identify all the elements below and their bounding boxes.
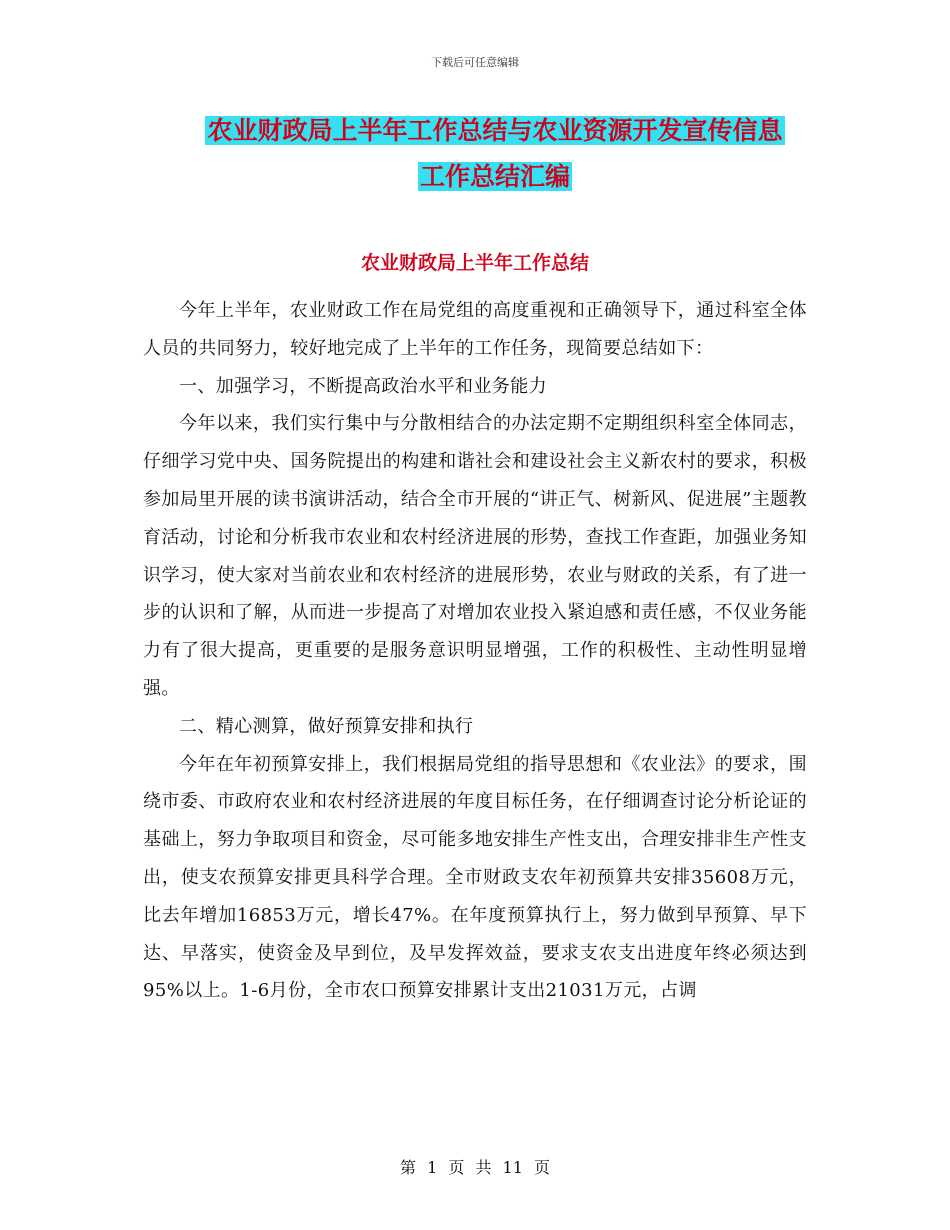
page-footer: 第 1 页 共 11 页	[400, 1158, 550, 1177]
document-title	[150, 108, 840, 200]
heading-two: 二、精心测算，做好预算安排和执行	[179, 715, 474, 737]
document-body	[143, 292, 807, 1010]
section-title: 农业财政局上半年工作总结	[360, 252, 589, 274]
document-title-line-1: 农业财政局上半年工作总结与农业资源开发宣传信息	[207, 116, 783, 145]
paragraph-intro: 今年上半年，农业财政工作在局党组的高度重视和正确领导下，通过科室全体人员的共同努力，较好地完成了上半年的工作任务，现简要总结如下：	[143, 300, 807, 359]
header-note: 下载后可任意编辑	[431, 56, 519, 69]
paragraph-budget: 今年在年初预算安排上，我们根据局党组的指导思想和《农业法》的要求，围绕市委、市政府农业和农村经济进展的年度目标任务，在仔细调查讨论分析论证的基础上，努力争取项目和资金，尽可能多地安排生产性支出，合理安排非生产性支出，使支农预算安排更具科学合理。全市财政支农年初预算共安排35608万元，比去年增加16853万元，增长47%。在年度预算执行上，努力做到早预算、早下达、早落实，使资金及早到位，及早发挥效益，要求支农支出进度年终必须达到95%以上。1-6月份，全市农口预算安排累计支出21031万元，占调	[143, 753, 807, 1002]
document-title-line-2: 工作总结汇编	[419, 162, 570, 191]
heading-one: 一、加强学习，不断提高政治水平和业务能力	[179, 375, 547, 397]
paragraph-study: 今年以来，我们实行集中与分散相结合的办法定期不定期组织科室全体同志，仔细学习党中央、国务院提出的构建和谐社会和建设社会主义新农村的要求，积极参加局里开展的读书演讲活动，结合全市开展的“讲正气、树新风、促进展”主题教育活动，讨论和分析我市农业和农村经济进展的形势，查找工作查距，加强业务知识学习，使大家对当前农业和农村经济的进展形势，农业与财政的关系，有了进一步的认识和了解，从而进一步提高了对增加农业投入紧迫感和责任感，不仅业务能力有了很大提高，更重要的是服务意识明显增强，工作的积极性、主动性明显增强。	[143, 413, 807, 699]
